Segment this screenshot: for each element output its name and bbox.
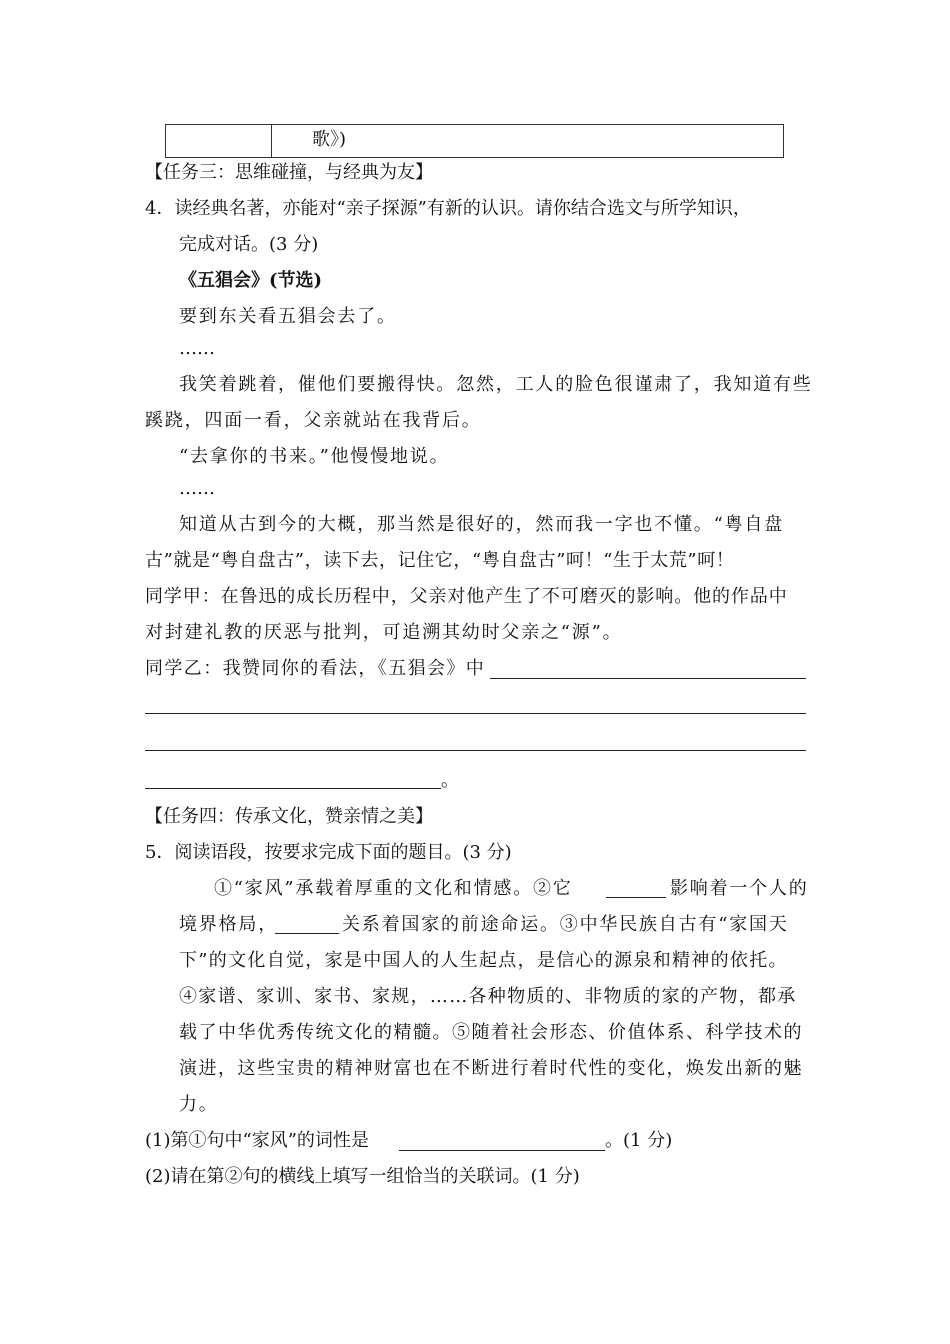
table-cell-text: 歌》) — [312, 129, 347, 150]
excerpt-paragraph-2-line1: 我笑着跳着，催他们要搬得快。忽然，工人的脸色很谨肃了，我知道有些 — [179, 374, 813, 395]
passage-line-2b: 关系着国家的前途命运。③中华民族自古有“家国天 — [342, 914, 789, 935]
sub-question-1-prefix: (1)第①句中“家风”的词性是 — [145, 1130, 369, 1151]
excerpt-paragraph-4-line1: 知道从古到今的大概，那当然是很好的，然而我一字也不懂。“粤自盘 — [179, 514, 784, 535]
excerpt-ellipsis-2: …… — [179, 478, 215, 499]
blank-connective-2[interactable] — [275, 933, 339, 934]
passage-line-4: ④家谱、家训、家书、家规，……各种物质的、非物质的家的产物，都承 — [179, 986, 797, 1007]
passage-line-2a: 境界格局， — [179, 914, 278, 935]
sub-question-1-suffix: 。(1 分) — [605, 1130, 673, 1151]
excerpt-paragraph-4-line2: 古”就是“粤自盘古”，读下去，记住它，“粤自盘古”呵！“生于太荒”呵！ — [145, 550, 735, 571]
passage-line-1a: ①“家风”承载着厚重的文化和情感。②它 — [214, 878, 573, 899]
passage-line-6: 演进，这些宝贵的精神财富也在不断进行着时代性的变化，焕发出新的魅 — [179, 1058, 803, 1079]
student-a-line2: 对封建礼教的厌恶与批判，可追溯其幼时父亲之“源”。 — [145, 622, 623, 643]
passage-line-5: 载了中华优秀传统文化的精髓。⑤随着社会形态、价值体系、科学技术的 — [179, 1022, 803, 1043]
excerpt-paragraph-2-line2: 蹊跷，四面一看，父亲就站在我背后。 — [145, 410, 482, 431]
passage-line-3: 下”的文化自觉，家是中国人的人生起点，是信心的源泉和精神的依托。 — [179, 950, 788, 971]
answer-blank-q4-3[interactable] — [145, 750, 806, 751]
task3-heading: 【任务三：思维碰撞，与经典为友】 — [145, 162, 433, 183]
answer-blank-q4-1[interactable] — [490, 678, 806, 679]
student-a-line1: 同学甲：在鲁迅的成长历程中，父亲对他产生了不可磨灭的影响。他的作品中 — [145, 586, 788, 607]
q4-prompt-line2: 完成对话。(3 分) — [179, 234, 319, 255]
table-fragment — [165, 124, 784, 158]
excerpt-paragraph-3: “去拿你的书来。”他慢慢地说。 — [179, 446, 450, 467]
answer-end-mark: 。 — [441, 770, 459, 791]
passage-line-1b: 影响着一个人的 — [670, 878, 809, 899]
student-b-prefix: 同学乙：我赞同你的看法，《五猖会》中 — [145, 658, 486, 679]
answer-blank-q4-2[interactable] — [145, 713, 806, 714]
answer-blank-q4-4[interactable] — [145, 788, 441, 789]
q4-prompt-line1: 4．读经典名著，亦能对“亲子探源”有新的认识。请你结合选文与所学知识， — [145, 198, 751, 219]
passage-line-7: 力。 — [179, 1094, 219, 1115]
table-column-divider — [271, 125, 272, 157]
excerpt-ellipsis-1: …… — [179, 338, 215, 359]
excerpt-title: 《五猖会》(节选) — [179, 270, 323, 291]
excerpt-paragraph-1: 要到东关看五猖会去了。 — [179, 306, 397, 327]
q5-prompt: 5．阅读语段，按要求完成下面的题目。(3 分) — [145, 842, 512, 863]
blank-connective-1[interactable] — [606, 897, 666, 898]
task4-heading: 【任务四：传承文化，赞亲情之美】 — [145, 806, 433, 827]
answer-blank-part-of-speech[interactable] — [399, 1150, 605, 1151]
sub-question-2: (2)请在第②句的横线上填写一组恰当的关联词。(1 分) — [145, 1166, 580, 1187]
